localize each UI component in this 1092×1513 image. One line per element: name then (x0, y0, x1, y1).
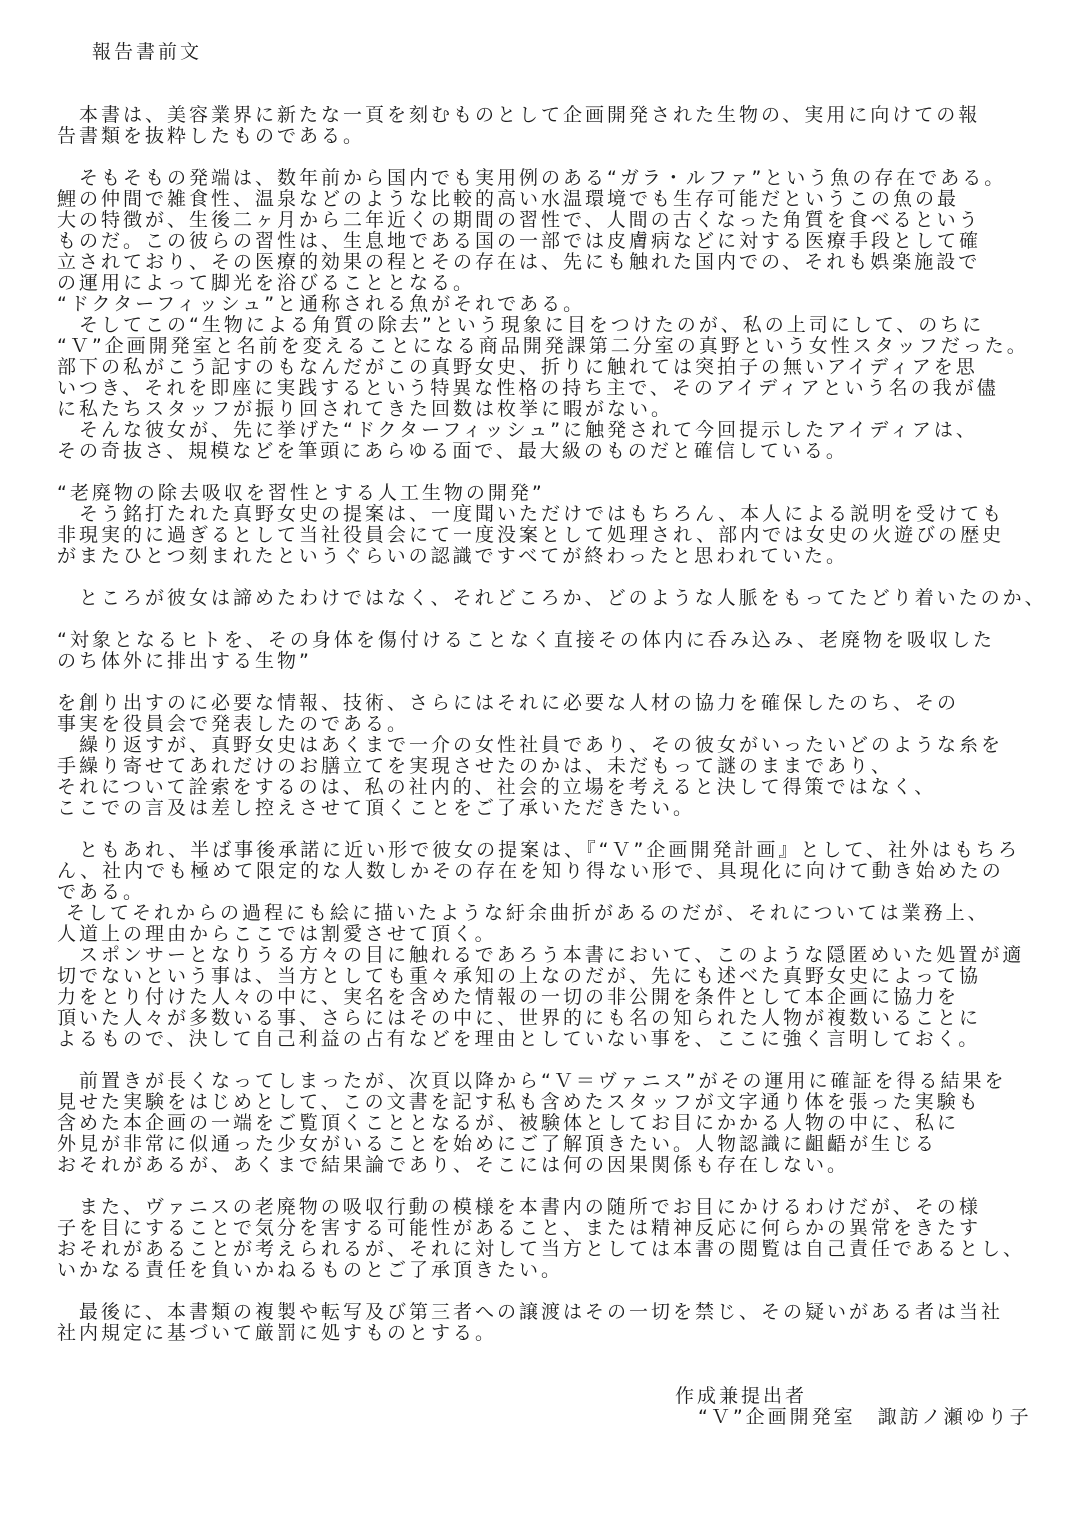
text-line: 前置きが長くなってしまったが、次頁以降から“Ｖ＝ヴァニス”がその運用に確証を得る結果を (57, 1070, 1007, 1092)
text-line: そしてこの“生物による角質の除去”という現象に目をつけたのが、私の上司にして、のちに (57, 314, 985, 336)
text-line: を創り出すのに必要な情報、技術、さらにはそれに必要な人材の協力を確保したのち、その (57, 692, 960, 714)
text-line: 手繰り寄せてあれだけのお膳立てを実現させたのかは、未だもって謎のままであり、 (57, 755, 894, 777)
text-line: “ドクターフィッシュ”と通称される魚がそれである。 (57, 293, 586, 315)
text-line (57, 609, 1047, 630)
text-line: おそれがあることが考えられるが、それに対して当方としては本書の閲覧は自己責任であるとし、 (57, 1238, 1026, 1260)
text-line: ものだ。この彼らの習性は、生息地である国の一部では皮膚病などに対する医療手段として確 (57, 230, 982, 252)
text-line (57, 672, 1047, 693)
text-line (57, 819, 1047, 840)
text-line: いかなる責任を負いかねるものとご了承頂きたい。 (57, 1259, 564, 1281)
text-line: ともあれ、半ば事後承諾に近い形で彼女の提案は、『“Ｖ”企画開発計画』として、社外はもちろ (57, 839, 1020, 861)
text-line (57, 1281, 1047, 1302)
text-line: 部下の私がこう記すのもなんだがこの真野女史、折りに触れては突拍子の無いアイディアを思 (57, 356, 978, 378)
signature-block (57, 1386, 1047, 1428)
text-line: 最後に、本書類の複製や転写及び第三者への譲渡はその一切を禁じ、その疑いがある者は当社 (57, 1301, 1004, 1323)
text-line: 告書類を抜粋したものである。 (57, 125, 366, 147)
document-body (57, 105, 1047, 1344)
text-line: スポンサーとなりうる方々の目に触れるであろう本書において、このような隠匿めいた処置が適 (57, 944, 1025, 966)
text-line: そしてそれからの過程にも絵に描いたような紆余曲折があるのだが、それについては業務上、 (57, 902, 990, 924)
text-line: のち体外に排出する生物” (57, 650, 312, 672)
text-line: 含めた本企画の一端をご覧頂くこととなるが、被験体としてお目にかかる人物の中に、私に (57, 1112, 960, 1134)
text-line: “Ｖ”企画開発室と名前を変えることになる商品開発課第二分室の真野という女性スタッフだった。 (57, 335, 1029, 357)
text-line: ここでの言及は差し控えさせて頂くことをご了承いただきたい。 (57, 797, 696, 819)
text-line (57, 462, 1047, 483)
text-line: おそれがあるが、あくまで結果論であり、そこには何の因果関係も存在しない。 (57, 1154, 850, 1176)
text-line: がまたひとつ刻まれたというぐらいの認識ですべてが終わったと思われていた。 (57, 545, 849, 567)
text-line: 繰り返すが、真野女史はあくまで一介の女性社員であり、その彼女がいったいどのような糸を (57, 734, 1004, 756)
text-line: 人道上の理由からここでは割愛させて頂く。 (57, 923, 497, 945)
text-line: そう銘打たれた真野女史の提案は、一度聞いただけではもちろん、本人による説明を受けても (57, 503, 1005, 525)
text-line: 大の特徴が、生後二ヶ月から二年近くの期間の習性で、人間の古くなった角質を食べるという (57, 209, 981, 231)
text-line: “対象となるヒトを、その身体を傷付けることなく直接その体内に呑み込み、老廃物を吸収した (57, 629, 995, 651)
text-line: ところが彼女は諦めたわけではなく、それどころか、どのような人脈をもってたどり着いたのか、 (57, 587, 1047, 609)
text-line: 見せた実験をはじめとして、この文書を記す私も含めたスタッフが文字通り体を張った実験も (57, 1091, 981, 1113)
text-line: 外見が非常に似通った少女がいることを始めにご了解頂きたい。人物認識に齟齬が生じる (57, 1133, 938, 1155)
text-line: 本書は、美容業界に新たな一頁を刻むものとして企画開発された生物の、実用に向けての報 (57, 104, 981, 126)
text-line: その奇抜さ、規模などを筆頭にあらゆる面で、最大級のものだと確信している。 (57, 440, 848, 462)
text-line: 子を目にすることで気分を害する可能性があること、または精神反応に何らかの異常をきたす (57, 1217, 982, 1239)
text-line: それについて詮索をするのは、私の社内的、社会的立場を考えると決して得策ではなく、 (57, 776, 937, 798)
text-line: よるもので、決して自己利益の占有などを理由としていない事を、ここに強く言明しておく。 (57, 1028, 981, 1050)
text-line (57, 147, 1047, 168)
text-line (57, 1050, 1047, 1071)
document-title: 報告書前文 (92, 41, 203, 63)
text-line: 立されており、その医療的効果の程とその存在は、先にも触れた国内での、それも娯楽施設で (57, 251, 981, 273)
text-line: 事実を役員会で発表したのである。 (57, 713, 410, 735)
document (57, 42, 1047, 1428)
signature-role: 作成兼提出者 (675, 1385, 808, 1407)
text-line: 頂いた人々が多数いる事、さらにはその中に、世界的にも名の知られた人物が複数いることに (57, 1007, 982, 1029)
text-line: そもそもの発端は、数年前から国内でも実用例のある“ガラ・ルファ”という魚の存在である。 (57, 167, 1007, 189)
text-line: 切でないという事は、当方としても重々承知の上なのだが、先にも述べた真野女史によって協 (57, 965, 982, 987)
text-line: そんな彼女が、先に挙げた“ドクターフィッシュ”に触発されて今回提示したアイディアは、 (57, 419, 978, 441)
text-line: ん、社内でも極めて限定的な人数しかその存在を知り得ない形で、具現化に向けて動き始めたの (57, 860, 1004, 882)
text-line (57, 1176, 1047, 1197)
text-line: 非現実的に過ぎるとして当社役員会にて一度没案として処理され、部内では女史の火遊びの歴史 (57, 524, 1005, 546)
text-line: 社内規定に基づいて厳罰に処すものとする。 (57, 1322, 498, 1344)
text-line (57, 567, 1047, 588)
text-line: に私たちスタッフが振り回されてきた回数は枚挙に暇がない。 (57, 398, 674, 420)
text-line: また、ヴァニスの老廃物の吸収行動の模様を本書内の随所でお目にかけるわけだが、その様 (57, 1196, 981, 1218)
text-line: いつき、それを即座に実践するという特異な性格の持ち主で、そのアイディアという名の我が儘 (57, 377, 999, 399)
text-line: “老廃物の除去吸収を習性とする人工生物の開発” (57, 482, 545, 504)
signature-name: “Ｖ”企画開発室 諏訪ノ瀬ゆり子 (698, 1406, 1032, 1428)
text-line: の運用によって脚光を浴びることとなる。 (57, 272, 476, 294)
text-line: 力をとり付けた人々の中に、実名を含めた情報の一切の非公開を条件として本企画に協力を (57, 986, 960, 1008)
text-line: である。 (57, 881, 146, 903)
text-line: 鯉の仲間で雑食性、温泉などのような比較的高い水温環境でも生存可能だというこの魚の最 (57, 188, 960, 210)
